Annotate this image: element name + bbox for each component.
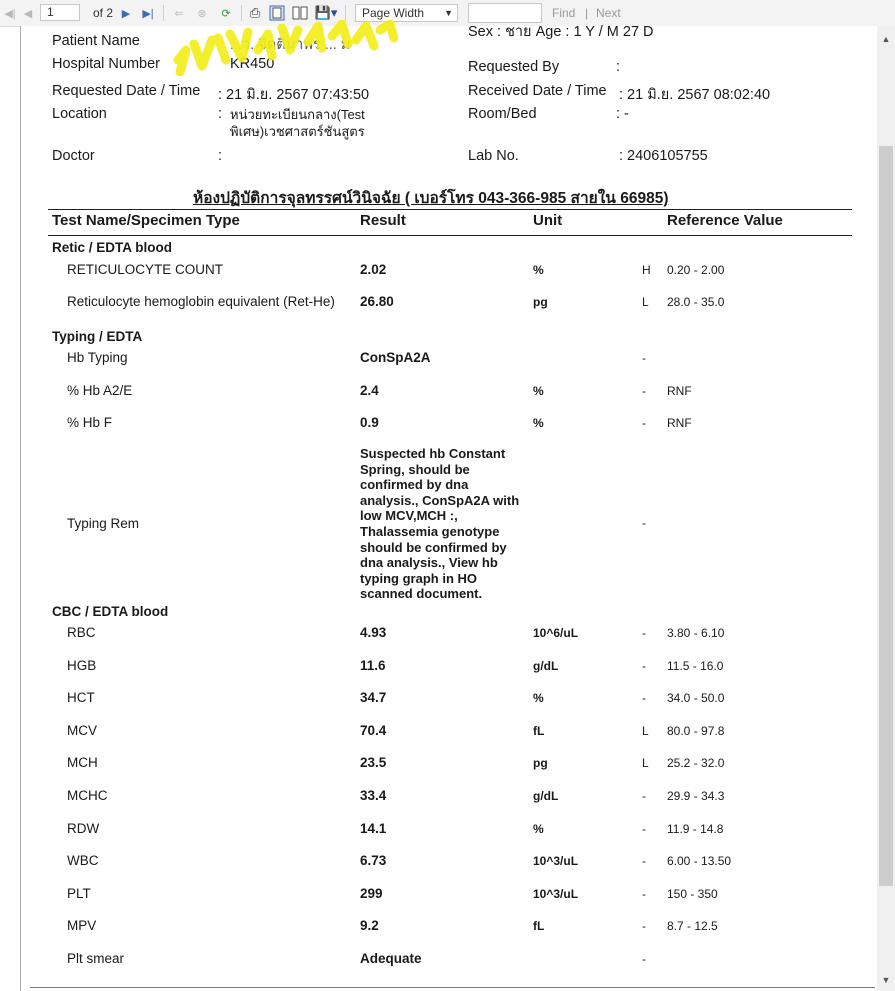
test-flag: - (642, 789, 646, 803)
test-unit: % (533, 263, 544, 277)
test-flag: - (642, 384, 646, 398)
typing-remark: Suspected hb Constant Spring, should be confirmed by dna analysis., ConSpA2A with low MCV,MCH :, Thalassemia genotype should be confirmed by dna analysis., View hb typing graph in HO scanned document. (360, 446, 520, 602)
header-unit: Unit (533, 212, 563, 229)
test-reference: RNF (667, 384, 692, 398)
scroll-up-icon[interactable]: ▲ (881, 34, 891, 44)
scroll-thumb[interactable] (879, 146, 893, 886)
test-result: 0.9 (360, 415, 379, 430)
test-name: Reticulocyte hemoglobin equivalent (Ret-He) (67, 294, 335, 309)
test-result: 2.4 (360, 383, 379, 398)
requested-by-value: : (616, 59, 621, 75)
test-unit: fL (533, 919, 545, 933)
test-name: MPV (67, 918, 97, 933)
test-name: MCH (67, 755, 98, 770)
test-reference: 25.2 - 32.0 (667, 756, 725, 770)
refresh-icon[interactable]: ⟳ (221, 7, 231, 20)
requested-datetime-value: : 21 มิ.ย. 2567 07:43:50 (218, 87, 370, 103)
highlighter-scribble (172, 20, 398, 76)
test-name: WBC (67, 853, 99, 868)
test-name: Plt smear (67, 951, 125, 966)
print-icon[interactable]: ⎙ (249, 5, 261, 20)
test-reference: 0.20 - 2.00 (667, 263, 725, 277)
stop-icon[interactable]: ⊗ (197, 7, 207, 20)
test-flag: - (642, 919, 646, 933)
test-result: 14.1 (360, 821, 387, 836)
toolbar-divider (163, 5, 164, 21)
hospital-number-value: KR450 (230, 56, 275, 72)
last-page-icon[interactable]: ▶| (142, 7, 154, 20)
test-flag: L (642, 724, 649, 738)
test-flag: L (642, 756, 649, 770)
test-result: ConSpA2A (360, 350, 431, 365)
group-retic: Retic / EDTA blood (52, 240, 172, 255)
test-flag: - (642, 351, 646, 365)
test-flag: - (642, 691, 646, 705)
test-unit: g/dL (533, 789, 559, 803)
requested-datetime-label: Requested Date / Time (52, 83, 201, 99)
first-page-icon[interactable]: ◀​| (4, 7, 16, 20)
test-result: 9.2 (360, 918, 379, 933)
test-flag: - (642, 416, 646, 430)
test-unit: % (533, 384, 544, 398)
test-flag: - (642, 822, 646, 836)
test-result: 6.73 (360, 853, 387, 868)
sex-age-field: Sex : ชาย Age : 1 Y / M 27 D (468, 24, 654, 40)
requested-by-label: Requested By (468, 59, 560, 75)
test-reference: 150 - 350 (667, 887, 718, 901)
test-result: 26.80 (360, 294, 394, 309)
lab-number-value: : 2406105755 (619, 148, 708, 164)
room-bed-label: Room/Bed (468, 106, 537, 122)
test-flag: L (642, 295, 649, 309)
room-bed-value: : - (616, 106, 629, 122)
test-reference: 80.0 - 97.8 (667, 724, 725, 738)
patient-name-label: Patient Name (52, 33, 140, 49)
test-reference: 28.0 - 35.0 (667, 295, 725, 309)
test-unit: % (533, 691, 544, 705)
page-bottom-rule (30, 987, 875, 988)
test-unit: % (533, 822, 544, 836)
test-name: % Hb F (67, 415, 113, 430)
test-result: 2.02 (360, 262, 387, 277)
next-link[interactable]: Next (596, 6, 621, 20)
test-result: 299 (360, 886, 383, 901)
lab-title: ห้องปฏิบัติการจุลทรรศน์วินิจฉัย ( เบอร์โทร 043-366-985 สายใน 66985) (193, 190, 669, 207)
test-flag: - (642, 626, 646, 640)
toolbar-divider (241, 5, 242, 21)
test-reference: 29.9 - 34.3 (667, 789, 725, 803)
test-reference: 3.80 - 6.10 (667, 626, 725, 640)
received-datetime-label: Received Date / Time (468, 83, 607, 99)
report-toolbar (0, 0, 895, 27)
test-flag: - (642, 854, 646, 868)
test-unit: pg (533, 295, 548, 309)
table-top-rule (48, 209, 852, 210)
test-unit: pg (533, 756, 548, 770)
group-cbc: CBC / EDTA blood (52, 604, 169, 619)
back-icon[interactable]: ⇐ (174, 7, 184, 20)
table-header-rule (48, 235, 852, 236)
test-result: 34.7 (360, 690, 387, 705)
chevron-down-icon: ▼ (444, 8, 453, 18)
doctor-label: Doctor (52, 148, 95, 164)
test-unit: 10^6/uL (533, 626, 579, 640)
test-unit: % (533, 416, 544, 430)
test-result: 11.6 (360, 658, 386, 673)
page-edge (20, 26, 21, 991)
test-name: RETICULOCYTE COUNT (67, 262, 224, 277)
test-name: HGB (67, 658, 97, 673)
test-flag: H (642, 263, 651, 277)
received-datetime-value: : 21 มิ.ย. 2567 08:02:40 (619, 87, 771, 103)
find-link[interactable]: Find (552, 6, 576, 20)
test-reference: 11.5 - 16.0 (667, 659, 724, 673)
header-result: Result (360, 212, 406, 229)
test-reference: RNF (667, 416, 692, 430)
test-result: Adequate (360, 951, 422, 966)
next-page-icon[interactable]: ▶ (121, 7, 131, 20)
test-name: PLT (67, 886, 91, 901)
test-flag: - (642, 659, 646, 673)
test-result: 23.5 (360, 755, 387, 770)
header-test-name: Test Name/Specimen Type (52, 212, 240, 229)
test-reference: 8.7 - 12.5 (667, 919, 718, 933)
test-unit: g/dL (533, 659, 559, 673)
test-name: MCV (67, 723, 97, 738)
test-result: 70.4 (360, 723, 387, 738)
doctor-value: : (218, 148, 223, 164)
hospital-number-label: Hospital Number (52, 56, 160, 72)
test-reference: 11.9 - 14.8 (667, 822, 724, 836)
previous-page-icon[interactable]: ◀ (23, 7, 33, 20)
test-flag: - (642, 952, 646, 966)
test-unit: 10^3/uL (533, 887, 579, 901)
test-unit: 10^3/uL (533, 854, 579, 868)
scroll-down-icon[interactable]: ▼ (881, 975, 891, 985)
test-name: MCHC (67, 788, 108, 803)
patient-name-value: ...ว. จิตติมาพร ... ม (230, 37, 351, 53)
toolbar-divider (345, 5, 346, 21)
test-name: HCT (67, 690, 95, 705)
test-name: Hb Typing (67, 350, 128, 365)
find-separator: | (585, 6, 589, 20)
group-typing: Typing / EDTA (52, 329, 143, 344)
location-value: หน่วยทะเบียนกลาง(Test พิเศษ)เวชศาสตร์ชันสูตร (230, 107, 365, 139)
vertical-scrollbar[interactable] (877, 26, 895, 991)
test-flag: - (642, 887, 646, 901)
test-unit: fL (533, 724, 545, 738)
test-name: % Hb A2/E (67, 383, 133, 398)
test-name: RBC (67, 625, 96, 640)
location-label: Location (52, 106, 107, 122)
test-reference: 34.0 - 50.0 (667, 691, 725, 705)
header-reference: Reference Value (667, 212, 783, 229)
zoom-value: Page Width (362, 6, 425, 20)
test-flag: - (642, 516, 646, 530)
test-name: Typing Rem (67, 516, 140, 531)
lab-number-label: Lab No. (468, 148, 519, 164)
test-result: 4.93 (360, 625, 387, 640)
location-colon: : (218, 106, 223, 122)
test-result: 33.4 (360, 788, 387, 803)
test-name: RDW (67, 821, 100, 836)
page-count-label: of 2 (92, 6, 113, 20)
export-icon[interactable]: 💾▾ (314, 5, 338, 20)
test-reference: 6.00 - 13.50 (667, 854, 732, 868)
page-number-input[interactable]: 1 (40, 4, 80, 21)
